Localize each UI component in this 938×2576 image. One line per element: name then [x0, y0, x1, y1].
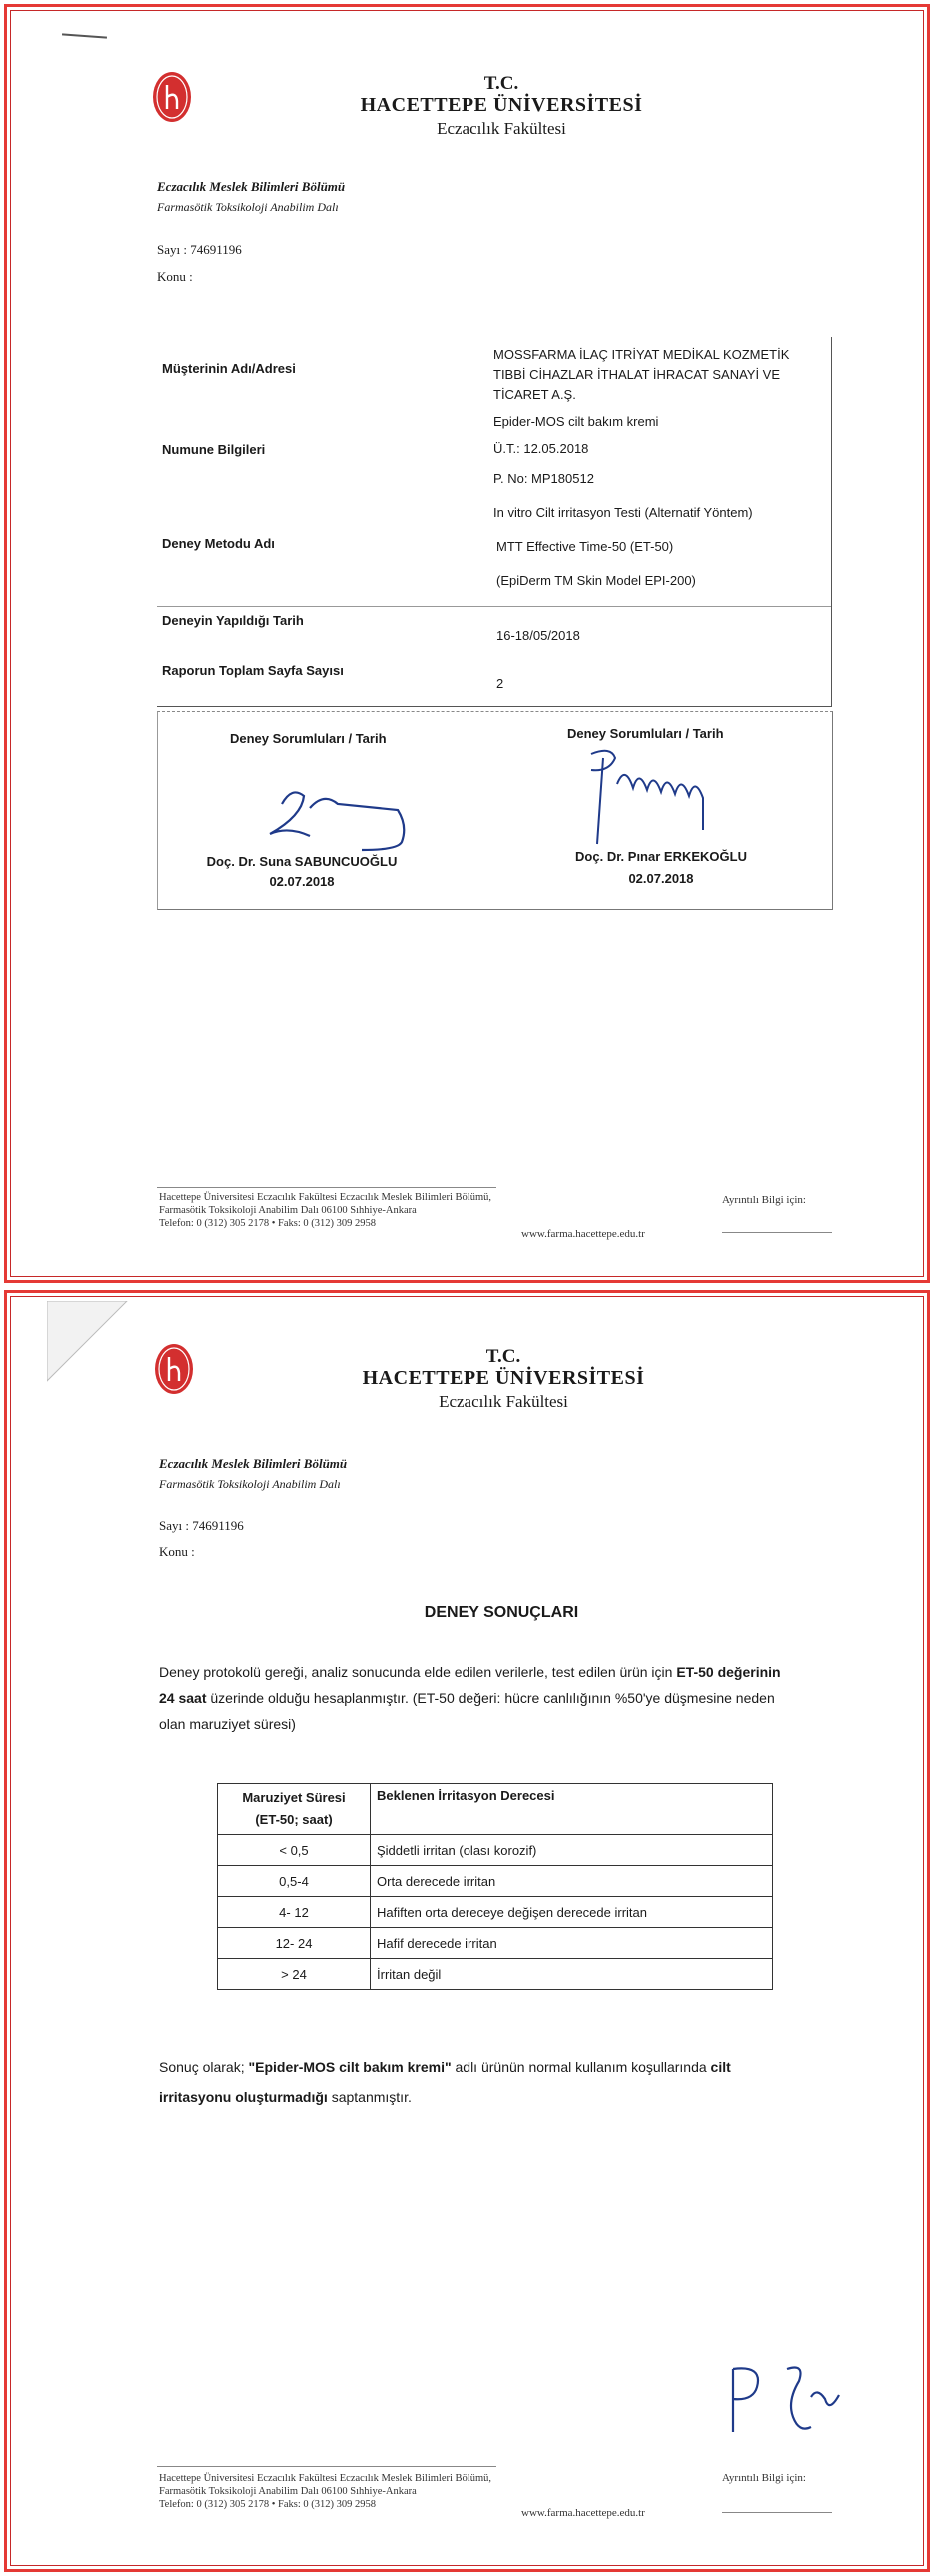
- method-value-line1: In vitro Cilt irritasyon Testi (Alternatif Yöntem): [493, 505, 753, 520]
- table-cell-time: 12- 24: [218, 1928, 371, 1959]
- university-logo: [154, 1343, 194, 1395]
- reference-number: Sayı : 74691196: [157, 242, 242, 257]
- table-row: [218, 1928, 773, 1959]
- sample-value-line1: Epider-MOS cilt bakım kremi: [493, 414, 659, 429]
- table-row: [218, 1959, 773, 1990]
- signature-left-name: Doç. Dr. Suna SABUNCUOĞLU: [206, 854, 398, 869]
- report-page-1: [4, 4, 930, 1283]
- footer-divider: [157, 2466, 496, 2467]
- footer-line1: Hacettepe Üniversitesi Eczacılık Fakültesi Eczacılık Meslek Bilimleri Bölümü,: [159, 2473, 491, 2484]
- conclusion-text-3: saptanmıştır.: [327, 2089, 412, 2105]
- reference-number: Sayı : 74691196: [159, 1518, 244, 1533]
- sample-label: Numune Bilgileri: [162, 442, 266, 457]
- para-bold-et50: ET-50 değerinin: [676, 1664, 781, 1680]
- table-header-degree: Beklenen İrritasyon Derecesi: [371, 1784, 773, 1835]
- conclusion-text-2: adlı ürünün normal kullanım koşullarında: [451, 2059, 711, 2075]
- footer-line3: Telefon: 0 (312) 305 2178 • Faks: 0 (312) 309 2958: [159, 1218, 376, 1229]
- footer-more-info: Ayrıntılı Bilgi için:: [722, 1194, 806, 1206]
- footer-website: www.farma.hacettepe.edu.tr: [521, 2507, 645, 2519]
- subdepartment-name: Farmasötik Toksikoloji Anabilim Dalı: [157, 200, 339, 214]
- table-cell-time: < 0,5: [218, 1835, 371, 1866]
- report-page-2: [4, 1290, 930, 2572]
- customer-value-line1: MOSSFARMA İLAÇ ITRİYAT MEDİKAL KOZMETİK: [493, 347, 790, 362]
- footer-info-line: [722, 2512, 832, 2513]
- results-paragraph: [159, 1659, 848, 1737]
- row-divider: [157, 606, 831, 607]
- footer-website: www.farma.hacettepe.edu.tr: [521, 1228, 645, 1240]
- conclusion-paragraph: [159, 2052, 858, 2112]
- irritation-table: [217, 1783, 773, 1990]
- signature-right: [581, 744, 741, 854]
- header-faculty: Eczacılık Fakültesi: [439, 1392, 568, 1411]
- footer-line1: Hacettepe Üniversitesi Eczacılık Fakültesi Eczacılık Meslek Bilimleri Bölümü,: [159, 1192, 491, 1203]
- table-header-time-line1: Maruziyet Süresi: [242, 1790, 346, 1805]
- page-count-value: 2: [496, 676, 504, 691]
- conclusion-product: "Epider-MOS cilt bakım kremi": [248, 2059, 452, 2075]
- signature-left-date: 02.07.2018: [269, 874, 335, 889]
- footer-line2: Farmasötik Toksikoloji Anabilim Dalı 06100 Sıhhiye-Ankara: [159, 2486, 417, 2497]
- results-title: DENEY SONUÇLARI: [424, 1604, 579, 1621]
- footer-address: [159, 2472, 491, 2511]
- irritation-table-wrap: [217, 1783, 773, 1990]
- subject-label: Konu :: [157, 269, 193, 284]
- footer-line3: Telefon: 0 (312) 305 2178 • Faks: 0 (312) 309 2958: [159, 2499, 376, 2510]
- table-header-time: [218, 1784, 371, 1835]
- table-header-row: [218, 1784, 773, 1835]
- table-cell-degree: Orta derecede irritan: [371, 1866, 773, 1897]
- table-cell-time: > 24: [218, 1959, 371, 1990]
- signature-left: [252, 774, 412, 854]
- customer-value-line3: TİCARET A.Ş.: [493, 387, 576, 402]
- signature-right-name: Doç. Dr. Pınar ERKEKOĞLU: [575, 849, 747, 864]
- header-tc: T.C.: [483, 73, 519, 94]
- header-faculty: Eczacılık Fakültesi: [437, 119, 566, 138]
- conclusion-bold-result: irritasyonu oluşturmadığı: [159, 2089, 328, 2105]
- conclusion-text-1: Sonuç olarak;: [159, 2059, 249, 2075]
- handwritten-initials: [721, 2357, 851, 2447]
- pen-mark: [62, 33, 107, 38]
- header-university: HACETTEPE ÜNİVERSİTESİ: [362, 1367, 645, 1389]
- signature-left-heading: Deney Sorumluları / Tarih: [230, 731, 387, 746]
- footer-divider: [157, 1187, 496, 1188]
- para-text-2: üzerinde olduğu hesaplanmıştır. (ET-50 değeri: hücre canlılığının %50'ye düşmesine neden: [206, 1690, 775, 1706]
- conclusion-bold-cilt: cilt: [710, 2059, 731, 2075]
- para-text-3: olan maruziyet süresi): [159, 1716, 296, 1732]
- table-cell-time: 0,5-4: [218, 1866, 371, 1897]
- table-cell-degree: Şiddetli irritan (olası korozif): [371, 1835, 773, 1866]
- subdepartment-name: Farmasötik Toksikoloji Anabilim Dalı: [159, 1477, 341, 1491]
- department-name: Eczacılık Meslek Bilimleri Bölümü: [159, 1456, 348, 1471]
- table-row: [218, 1835, 773, 1866]
- customer-value-line2: TIBBİ CİHAZLAR İTHALAT İHRACAT SANAYİ VE: [493, 367, 781, 382]
- page-count-label: Raporun Toplam Sayfa Sayısı: [162, 663, 344, 678]
- customer-label: Müşterinin Adı/Adresi: [162, 361, 296, 376]
- method-value-line3: (EpiDerm TM Skin Model EPI-200): [496, 573, 696, 588]
- footer-address: [159, 1191, 491, 1230]
- signature-right-heading: Deney Sorumluları / Tarih: [567, 726, 724, 741]
- sample-value-line3: P. No: MP180512: [493, 471, 594, 486]
- page-fold: [47, 1301, 157, 1411]
- table-cell-degree: Hafif derecede irritan: [371, 1928, 773, 1959]
- footer-info-line: [722, 1232, 832, 1233]
- method-label: Deney Metodu Adı: [162, 536, 275, 551]
- header-tc: T.C.: [485, 1346, 521, 1367]
- footer-more-info: Ayrıntılı Bilgi için:: [722, 2472, 806, 2484]
- para-bold-24h: 24 saat: [159, 1690, 207, 1706]
- sample-value-line2: Ü.T.: 12.05.2018: [493, 441, 589, 456]
- para-text-1: Deney protokolü gereği, analiz sonucunda elde edilen verilerle, test edilen ürün için: [159, 1664, 677, 1680]
- university-logo: [152, 71, 192, 123]
- table-cell-time: 4- 12: [218, 1897, 371, 1928]
- department-name: Eczacılık Meslek Bilimleri Bölümü: [157, 179, 346, 194]
- method-value-line2: MTT Effective Time-50 (ET-50): [496, 539, 674, 554]
- footer-line2: Farmasötik Toksikoloji Anabilim Dalı 06100 Sıhhiye-Ankara: [159, 1205, 417, 1216]
- table-row: [218, 1866, 773, 1897]
- table-row: [218, 1897, 773, 1928]
- subject-label: Konu :: [159, 1544, 195, 1559]
- test-date-label: Deneyin Yapıldığı Tarih: [162, 613, 304, 628]
- table-cell-degree: İrritan değil: [371, 1959, 773, 1990]
- table-header-time-line2: (ET-50; saat): [255, 1812, 333, 1827]
- signature-right-date: 02.07.2018: [628, 871, 694, 886]
- table-cell-degree: Hafiften orta dereceye değişen derecede irritan: [371, 1897, 773, 1928]
- test-date-value: 16-18/05/2018: [496, 628, 580, 643]
- header-university: HACETTEPE ÜNİVERSİTESİ: [360, 94, 643, 116]
